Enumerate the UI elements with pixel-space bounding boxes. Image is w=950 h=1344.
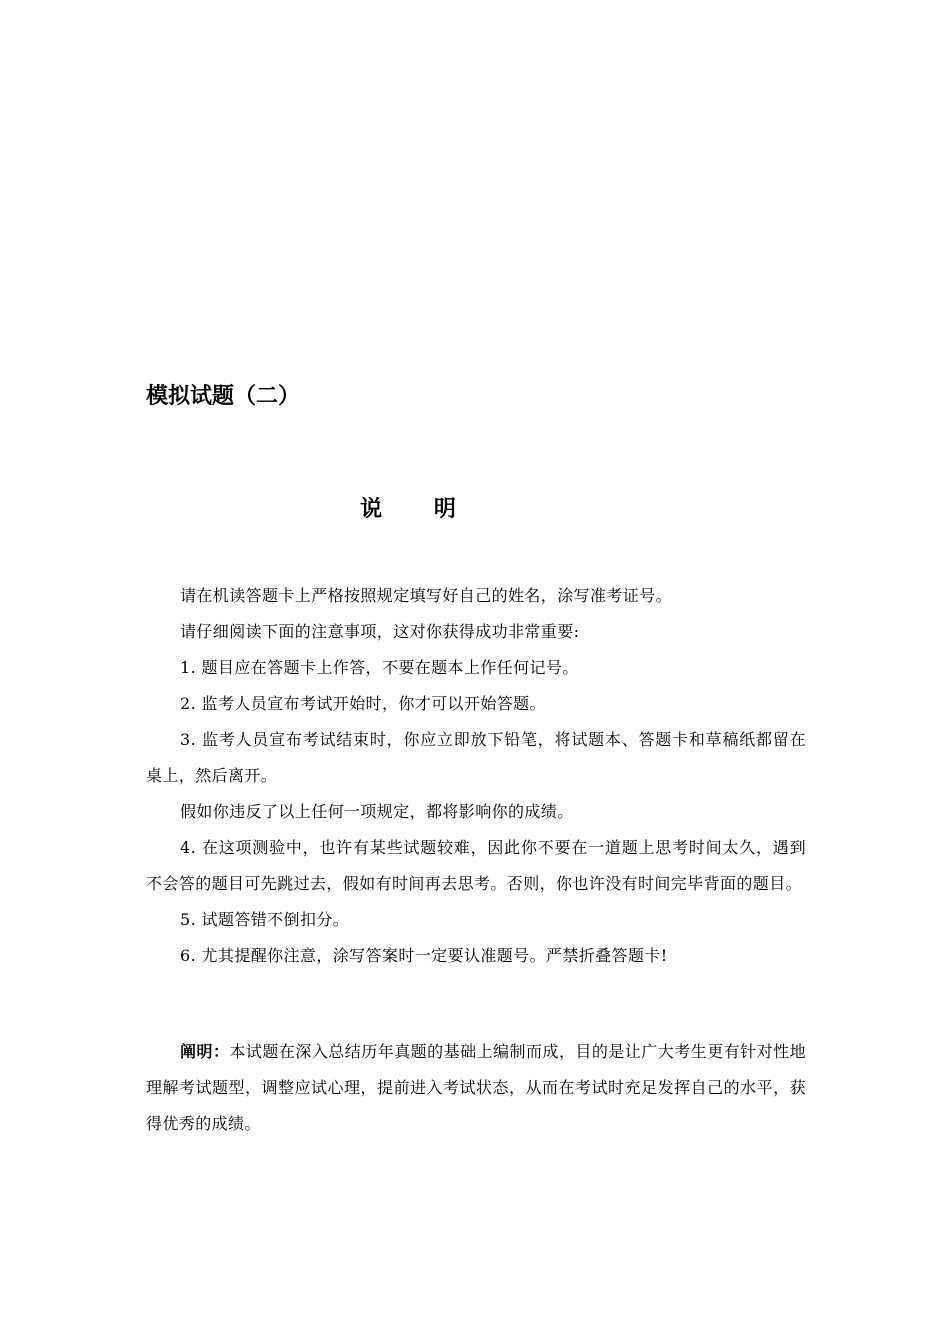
instruction-item-1: 1. 题目应在答题卡上作答，不要在题本上作任何记号。	[180, 658, 579, 677]
clarification-block	[146, 1034, 806, 1142]
clarification-label: 阐明：	[180, 1042, 230, 1061]
instruction-item-2: 2. 监考人员宣布考试开始时，你才可以开始答题。	[180, 694, 546, 713]
page-title: 模拟试题（二）	[146, 384, 301, 409]
section-heading: 说 明	[360, 497, 478, 522]
instruction-item-5: 5. 试题答错不倒扣分。	[180, 910, 350, 929]
clarification-paragraph	[146, 1034, 806, 1142]
instruction-paragraph: 请仔细阅读下面的注意事项，这对你获得成功非常重要:	[180, 622, 580, 641]
instruction-paragraph: 假如你违反了以上任何一项规定，都将影响你的成绩。	[180, 802, 574, 821]
instruction-paragraph: 请在机读答题卡上严格按照规定填写好自己的姓名，涂写准考证号。	[180, 586, 673, 605]
instruction-item-4: 4. 在这项测验中，也许有某些试题较难，因此你不要在一道题上思考时间太久，遇到不会答的题目可先跳过去，假如有时间再去思考。否则，你也许没有时间完毕背面的题目。	[146, 838, 806, 893]
instructions-block	[146, 578, 806, 974]
instruction-item-6: 6. 尤其提醒你注意，涂写答案时一定要认准题号。严禁折叠答题卡!	[180, 946, 668, 965]
instruction-item-3: 3. 监考人员宣布考试结束时，你应立即放下铅笔，将试题本、答题卡和草稿纸都留在桌上，然后离开。	[146, 730, 806, 785]
clarification-text: 本试题在深入总结历年真题的基础上编制而成，目的是让广大考生更有针对性地理解考试题型，调整应试心理，提前进入考试状态，从而在考试时充足发挥自己的水平，获得优秀的成绩。	[146, 1042, 806, 1133]
